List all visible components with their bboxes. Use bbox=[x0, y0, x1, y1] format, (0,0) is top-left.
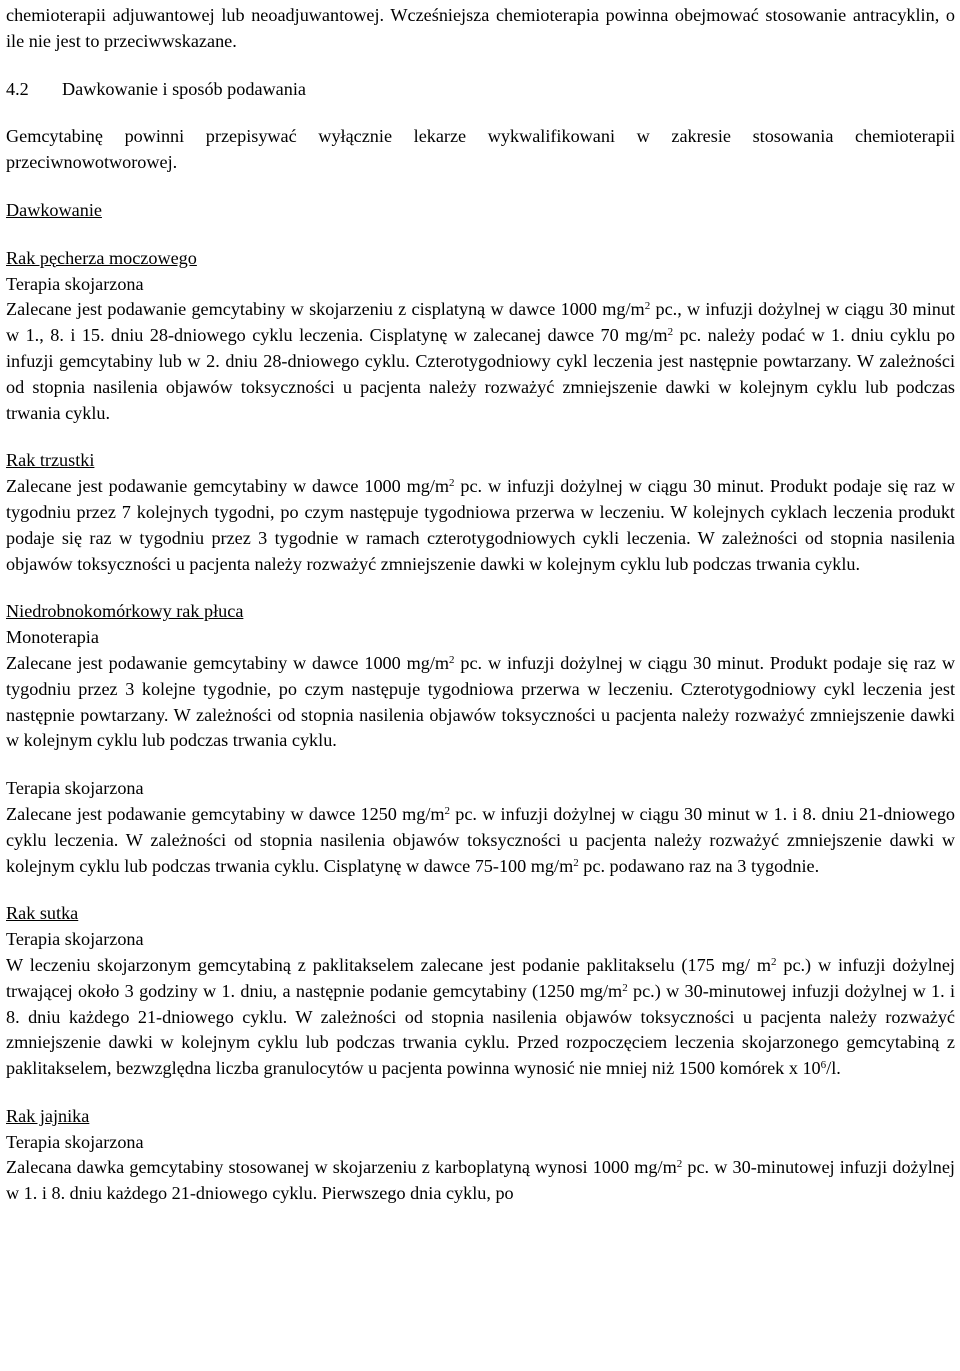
prescribing-paragraph: Gemcytabinę powinni przepisywać wyłącznie lekarze wykwalifikowani w zakresie stosowania chemioterapii przeciwnowotworowej. bbox=[6, 126, 955, 173]
section-number: 4.2 bbox=[6, 78, 29, 99]
bladder-paragraph: Zalecane jest podawanie gemcytabiny w skojarzeniu z cisplatyną w dawce 1000 $mg/m^2$ pc., w infuzji dożylnej w ciągu 30 minut w 1., 8. i 15. dniu 28-dniowego cyklu leczenia. Cisplatynę w zalecanej dawce 70 $mg/m^2$ pc. należy podać w 1. dniu cyklu po infuzji gemcytabiny lub w 2. dniu 28-dniowego cyklu. Czterotygodniowy cykl leczenia jest następnie powtarzany. W zależności od stopnia nasilenia objawów toksyczności u pacjenta należy rozważyć zmniejszenie dawki w kolejnym cyklu lub podczas trwania cyklu. bbox=[6, 299, 956, 423]
lung-mono-title: Monoterapia bbox=[6, 627, 99, 648]
breast-title: Rak sutka bbox=[6, 903, 79, 924]
pancreas-title: Rak trzustki bbox=[6, 450, 95, 471]
lung-title: Niedrobnokomórkowy rak płuca bbox=[6, 601, 244, 622]
intro-paragraph: chemioterapii adjuwantowej lub neoadjuwantowej. Wcześniejsza chemioterapia powinna obejmować stosowanie antracyklin, o ile nie jest to przeciwwskazane. bbox=[6, 5, 955, 51]
bladder-title: Rak pęcherza moczowego bbox=[6, 247, 197, 268]
bladder-subtitle: Terapia skojarzona bbox=[6, 273, 144, 294]
section-heading bbox=[6, 77, 955, 103]
lung-mono-paragraph: Zalecane jest podawanie gemcytabiny w dawce 1000 $mg/m^2$ pc. w infuzji dożylnej w ciągu 30 minut. Produkt podaje się raz w tygodniu przez 3 kolejne tygodnie, po czym następuje tygodniowa przerwa w leczeniu. Czterotygodniowy cykl leczenia jest następnie powtarzany. W zależności od stopnia nasilenia objawów toksyczności u pacjenta należy rozważyć zmniejszenie dawki w kolejnym cyklu lub podczas trwania cyklu. bbox=[6, 652, 955, 751]
pancreas-paragraph: Zalecane jest podawanie gemcytabiny w dawce 1000 $mg/m^2$ pc. w infuzji dożylnej w ciągu 30 minut. Produkt podaje się raz w tygodniu przez 7 kolejnych tygodni, po czym następuje tygodniowa przerwa w leczeniu. W kolejnych cyklach leczenia produkt podaje się raz w tygodniu przez 3 tygodnie w ramach czterotygodniowych cykli leczenia. W zależności od stopnia nasilenia objawów toksyczności u pacjenta należy rozważyć zmniejszenie dawki w kolejnym cyklu lub podczas trwania cyklu. bbox=[6, 476, 955, 574]
ovary-title: Rak jajnika bbox=[6, 1105, 90, 1126]
breast-subtitle: Terapia skojarzona bbox=[6, 929, 144, 950]
breast-paragraph: W leczeniu skojarzonym gemcytabiną z paklitakselem zalecane jest podanie paklitakselu (175 mg/ $m^2$ pc.) w infuzji dożylnej trwającej około 3 godziny w 1. dniu, a następnie podanie gemcytabiny (1250 $mg/m^2$ pc.) w 30-minutowej infuzji dożylnej w 1. i 8. dniu każdego 21-dniowego cyklu. W zależności od stopnia nasilenia objawów toksyczności u pacjenta należy rozważyć zmniejszenie dawki w kolejnym cyklu lub podczas trwania cyklu. Przed rozpoczęciem leczenia skojarzonego gemcytabiną z paklitakselem, bezwzględna liczba granulocytów u pacjenta powinna wynosić nie mniej niż 1500 komórek x $10^6/l$. bbox=[6, 954, 956, 1079]
lung-combo-paragraph: Zalecane jest podawanie gemcytabiny w dawce 1250 $mg/m^2$ pc. w infuzji dożylnej w ciągu 30 minut w 1. i 8. dniu 21-dniowego cyklu leczenia. W zależności od stopnia nasilenia objawów toksyczności u pacjenta należy rozważyć zmniejszenie dawki w kolejnym cyklu lub podczas trwania cyklu. Cisplatynę w dawce 75-100 $mg/m^2$ pc. podawano raz na 3 tygodnie. bbox=[6, 803, 956, 876]
ovary-paragraph: Zalecana dawka gemcytabiny stosowanej w skojarzeniu z karboplatyną wynosi 1000 $mg/m^2$ pc. w 30-minutowej infuzji dożylnej w 1. i 8. dniu każdego 21-dniowego cyklu. Pierwszego dnia cyklu, po bbox=[6, 1157, 955, 1204]
ovary-subtitle: Terapia skojarzona bbox=[6, 1131, 144, 1152]
lung-combo-title: Terapia skojarzona bbox=[6, 778, 144, 799]
section-title: Dawkowanie i sposób podawania bbox=[62, 78, 306, 99]
dosage-heading: Dawkowanie bbox=[6, 199, 102, 220]
